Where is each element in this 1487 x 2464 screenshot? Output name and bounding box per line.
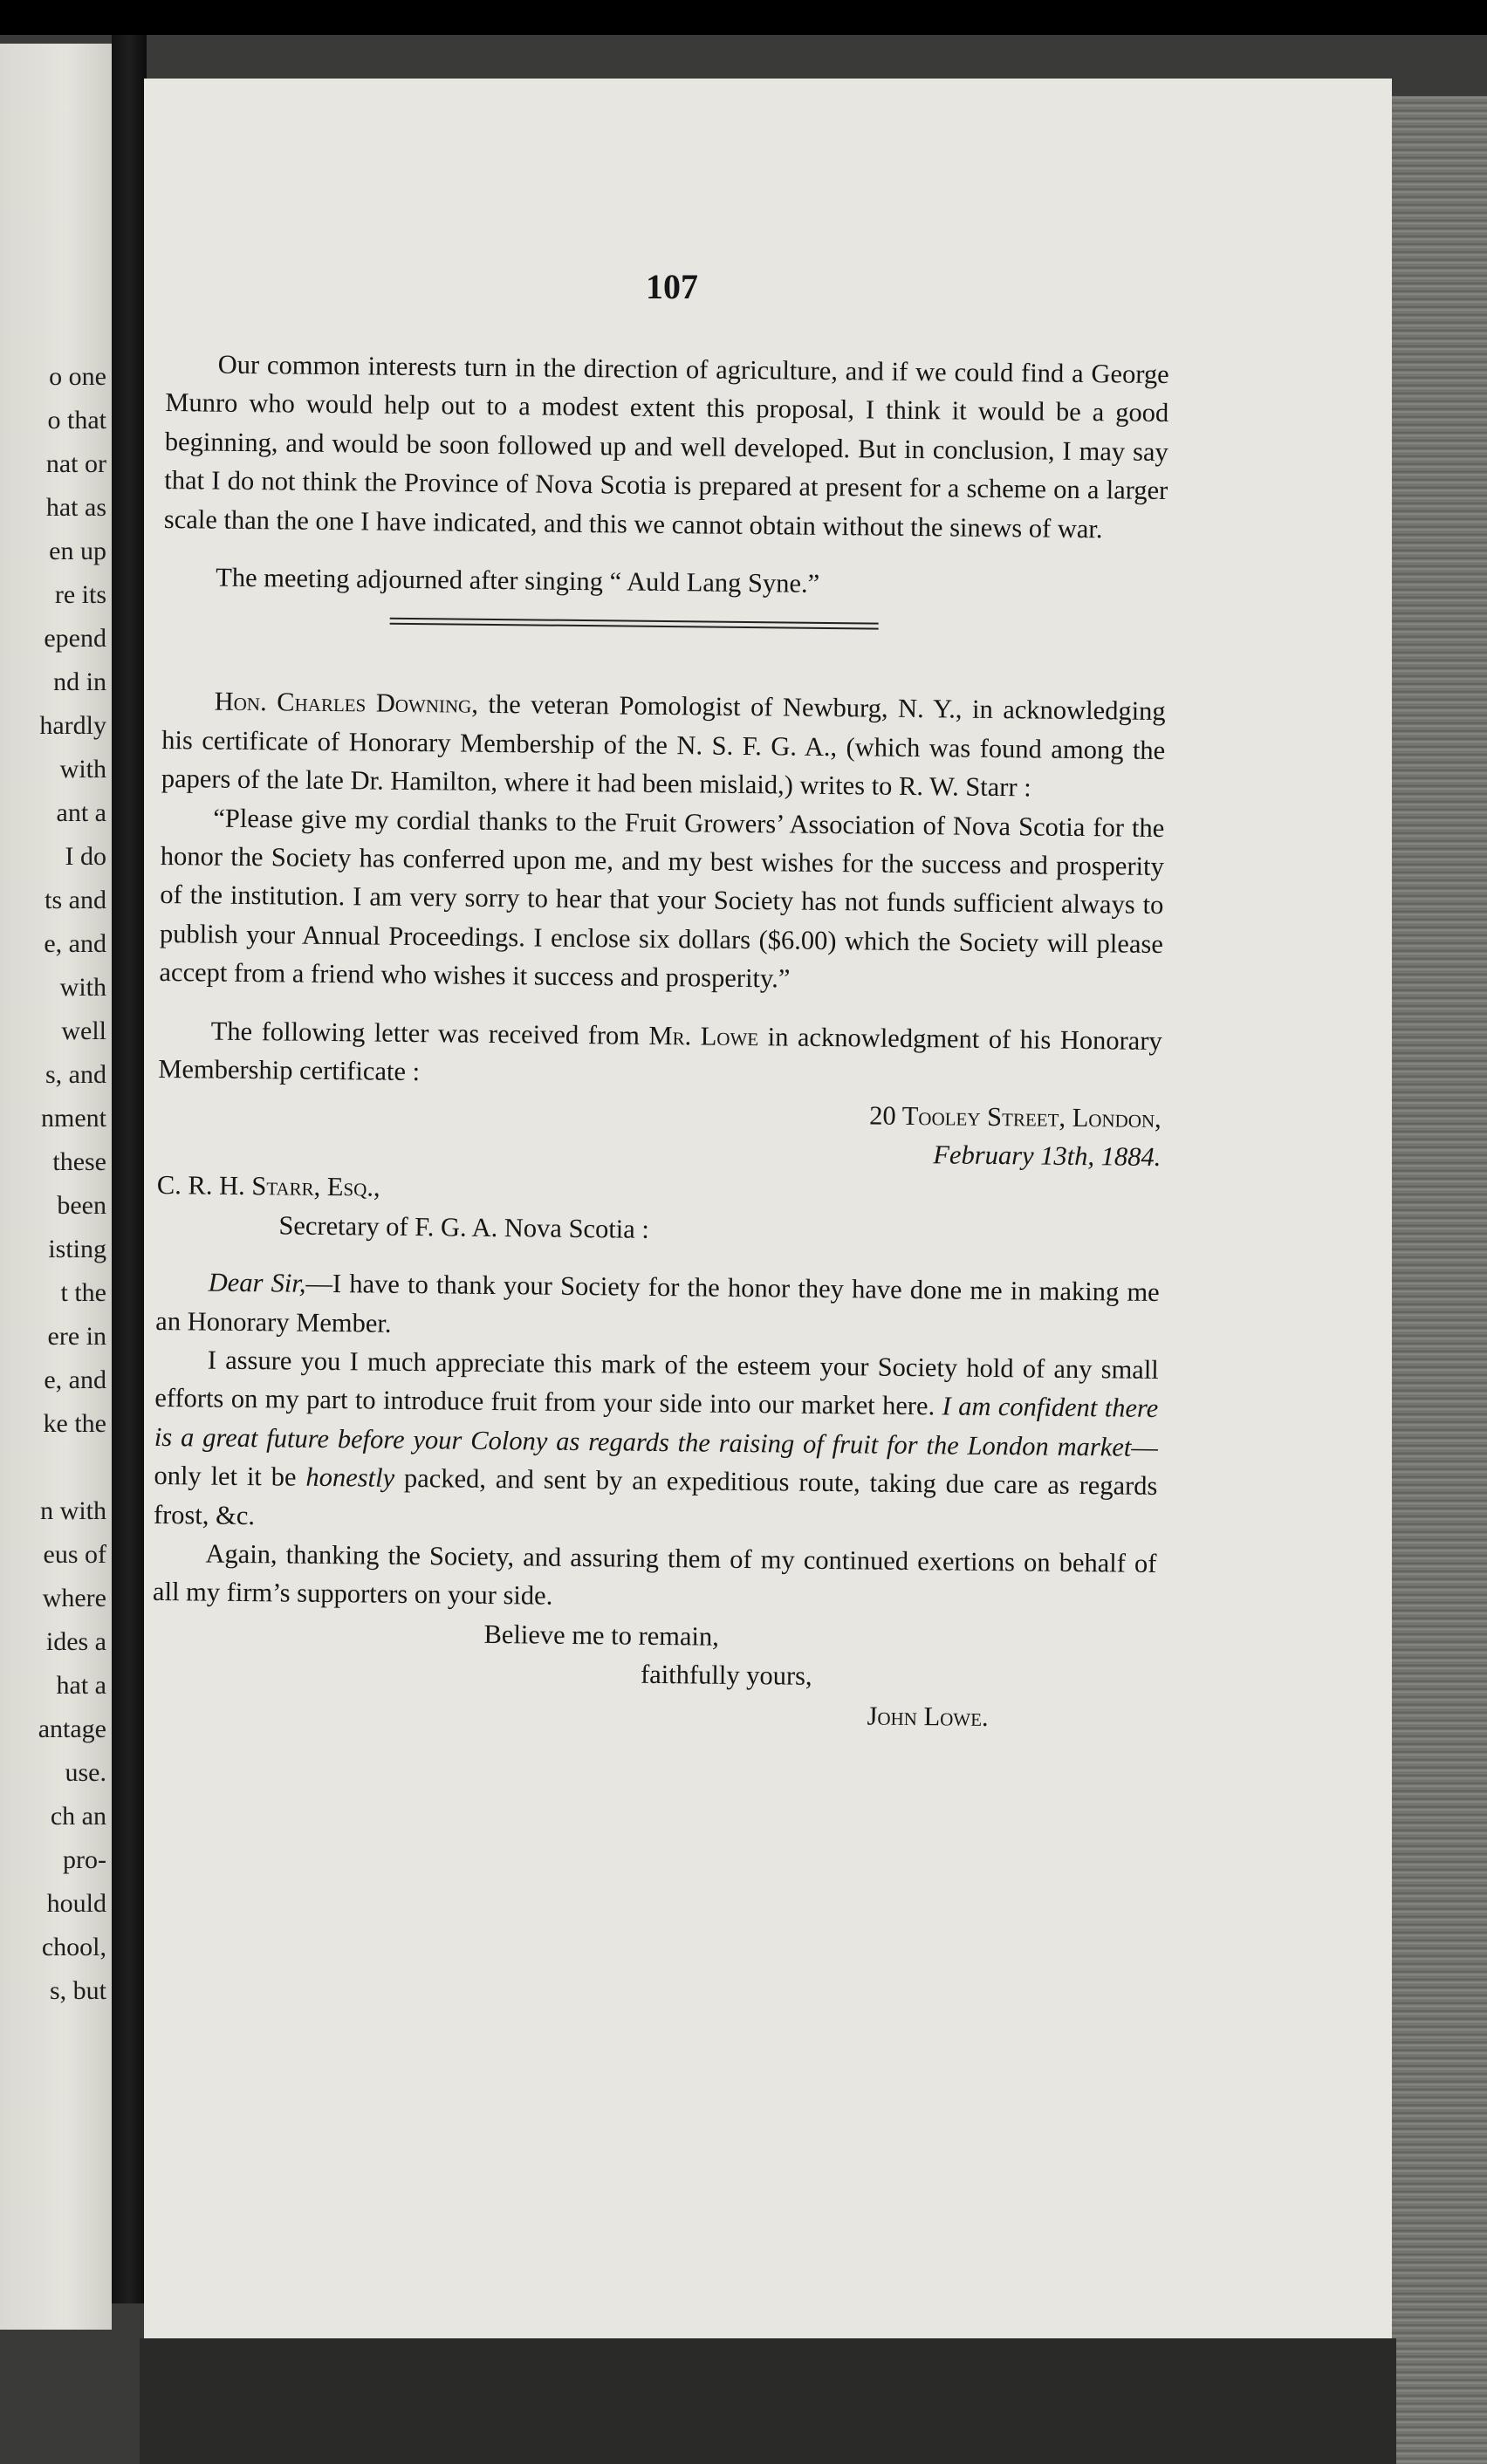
- letter-p2-end: packed, and sent by an expeditious route, taking due care as regards frost, &c.: [153, 1462, 1158, 1530]
- letter-p2-honestly: honestly: [305, 1461, 395, 1493]
- left-page-fragment: nment: [41, 1104, 106, 1133]
- lowe-intro-end: in acknowledgment of his Honorary Membership certificate :: [158, 1021, 1162, 1087]
- letter-date: February 13th, 1884.: [933, 1140, 1162, 1172]
- left-page-fragment: been: [57, 1191, 106, 1220]
- left-page-fragment: isting: [48, 1235, 106, 1263]
- page-body: [151, 345, 1169, 1738]
- left-page-fragment: antage: [38, 1715, 106, 1743]
- previous-page-fragment: [0, 44, 112, 2330]
- left-page-fragment: hould: [46, 1889, 106, 1918]
- left-page-fragment: s, and: [45, 1060, 106, 1089]
- left-page-fragment: s, but: [49, 1976, 106, 2005]
- left-page-fragment: re its: [54, 580, 106, 609]
- page-number: 107: [646, 267, 698, 306]
- left-page-fragment: n with: [40, 1496, 106, 1525]
- letter-address: 20 Tooley Street, London,: [869, 1099, 1162, 1133]
- page-bottom-shadow: [140, 2338, 1396, 2464]
- letter-p2-mid: —only let it be: [154, 1432, 1159, 1492]
- left-page-fragment: ch an: [50, 1802, 106, 1831]
- paragraph-meeting-adjourned: The meeting adjourned after singing “ Auld Lang Syne.”: [216, 562, 820, 599]
- letter-closing-2: faithfully yours,: [640, 1659, 812, 1692]
- left-page-fragment: ides a: [45, 1627, 106, 1656]
- letter-closing: Believe me to remain,: [483, 1619, 720, 1652]
- downing-name: Hon. Charles Downing,: [214, 687, 479, 720]
- left-page-fragment: t the: [60, 1278, 106, 1307]
- section-divider: [162, 596, 1167, 657]
- left-page-fragment: hardly: [39, 711, 106, 740]
- letter-recipient-title: Secretary of F. G. A. Nova Scotia :: [278, 1210, 650, 1244]
- left-page-fragment: e, and: [44, 929, 106, 958]
- left-page-fragment: e, and: [44, 1365, 106, 1394]
- left-page-fragment: hat a: [56, 1671, 106, 1700]
- left-page-fragment: epend: [44, 624, 106, 653]
- left-page-fragment: these: [52, 1147, 106, 1176]
- left-page-fragment: ant a: [56, 798, 106, 827]
- lowe-name: Mr. Lowe: [648, 1020, 759, 1051]
- left-page-fragment: o that: [47, 406, 106, 435]
- left-page-fragment: ere in: [47, 1322, 106, 1351]
- letter-p2-italic: I am confident there is a great future before your Colony as regards the raising of fruit for the London market: [154, 1391, 1159, 1462]
- letter-salutation: Dear Sir,: [208, 1267, 306, 1298]
- letter-paragraph-3: Again, thanking the Society, and assuring them of my continued exertions on behalf of all my firm’s supporters on your side.: [152, 1538, 1157, 1612]
- letter-paragraph-1: [155, 1263, 1160, 1351]
- left-page-fragment: en up: [49, 537, 106, 565]
- left-page-fragment: well: [61, 1016, 106, 1045]
- left-page-fragment: eus of: [43, 1540, 106, 1569]
- letter-signature: John Lowe.: [867, 1701, 989, 1732]
- paragraph-lowe-intro: [158, 1011, 1162, 1099]
- letter-paragraph-2: [154, 1340, 1159, 1544]
- page-edge: [1392, 96, 1487, 2464]
- left-page-fragment: o one: [49, 362, 106, 391]
- left-page-fragment: nat or: [45, 449, 106, 478]
- left-page-fragment: ke the: [43, 1409, 106, 1438]
- book-gutter: [112, 35, 147, 2303]
- letter-p2-plain: I assure you I much appreciate this mark of the esteem your Society hold of any small efforts on my part to introduce fruit from your side into our market here.: [154, 1345, 1159, 1421]
- left-page-fragment: with: [59, 755, 106, 784]
- downing-quote: “Please give my cordial thanks to the Fruit Growers’ Association of Nova Scotia for the honor the Society has conferred upon me, and my best wishes for the success and prosperity of the institution. I am very sorry to hear that your Society has not funds sufficient always to publish your Annual Proceedings. I enclose six dollars ($6.00) which the Society will please accept from a friend who wishes it success and prosperity.”: [159, 803, 1165, 994]
- left-page-fragment: ts and: [45, 886, 106, 914]
- left-page-fragment: nd in: [53, 667, 106, 696]
- left-page-fragment: with: [59, 973, 106, 1002]
- letter-recipient: C. R. H. Starr, Esq.,: [156, 1170, 380, 1202]
- paragraph-agriculture: Our common interests turn in the direction of agriculture, and if we could find a George Munro who would help out to a modest extent this proposal, I think it would be a good beginning, and would be soon followed up and well developed. But in conclusion, I may say that I do not think the Province of Nova Scotia is prepared at present for a scheme on a larger scale than the one I have indicated, and this we cannot obtain without the sinews of war.: [163, 349, 1169, 544]
- downing-text: the veteran Pomologist of Newburg, N. Y., in acknowledging his certificate of Honorary Membership of the N. S. F. G. A., (which was found among the papers of the late Dr. Hamilton, where it had been mislaid,) writes to R. W. Starr :: [161, 689, 1166, 803]
- left-page-fragment: pro-: [63, 1845, 106, 1874]
- left-page-fragment: chool,: [41, 1933, 106, 1961]
- letter-p1-text: —I have to thank your Society for the honor they have done me in making me an Honorary Member.: [155, 1268, 1160, 1338]
- left-page-fragment: use.: [65, 1758, 106, 1787]
- left-page-fragment: where: [42, 1584, 106, 1612]
- paragraph-downing: [161, 681, 1166, 808]
- lowe-intro-text: The following letter was received from: [210, 1016, 649, 1051]
- left-page-fragment: I do: [65, 842, 106, 871]
- left-page-fragment: hat as: [45, 493, 106, 522]
